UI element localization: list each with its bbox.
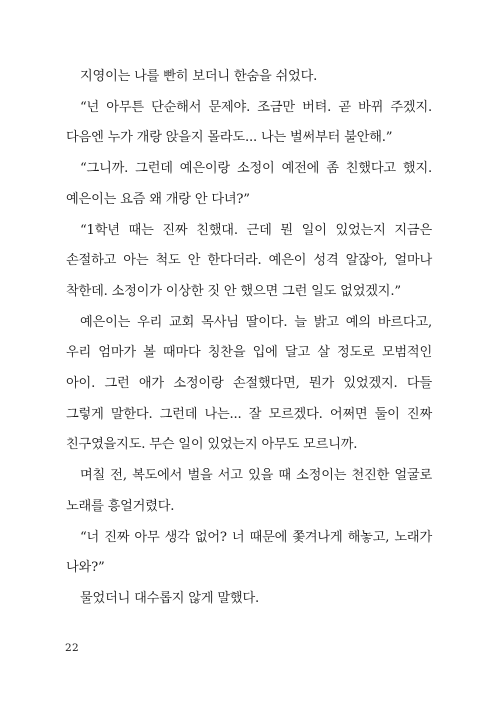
body-text	[66, 62, 432, 615]
dialogue-paragraph: “넌 아무튼 단순해서 문제야. 조금만 버텨. 곧 바뀌 주겠지. 다음엔 누가 개랑 앉을지 몰라도... 나는 벌써부터 불안해.”	[66, 99, 432, 146]
page-number: 22	[65, 642, 79, 654]
dialogue-paragraph: “1학년 때는 진짜 친했대. 근데 뭔 일이 있었는지 지금은 손절하고 아는 척도 안 한다더라. 예은이 성격 알잖아, 얼마나 착한데. 소정이가 이상한 짓 안 했으면 그런 일도 없었겠지.”	[66, 222, 432, 299]
paragraph: 지영이는 나를 빤히 보더니 한숨을 쉬었다.	[80, 69, 318, 84]
paragraph: 예은이는 우리 교회 목사님 딸이다. 늘 밝고 예의 바르다고, 우리 엄마가 볼 때마다 칭찬을 입에 달고 살 정도로 모범적인 아이. 그런 애가 소정이랑 손절했다면, 뭔가 있었겠지. 다들 그렇게 말한다. 그런데 나는... 잘 모르겠다. 어쩌면 둘이 진짜 친구였을지도. 무슨 일이 있었는지 아무도 모르니까.	[66, 314, 432, 453]
dialogue-paragraph: “그니까. 그런데 예은이랑 소정이 예전에 좀 친했다고 했지. 예은이는 요즘 왜 개랑 안 다녀?”	[66, 161, 432, 207]
paragraph: 물었더니 대수롭지 않게 말했다.	[80, 590, 259, 606]
paragraph: 며칠 전, 복도에서 벌을 서고 있을 때 소정이는 천진한 얼굴로 노래를 흥얼거렸다.	[66, 468, 432, 514]
dialogue-paragraph: “너 진짜 아무 생각 없어? 너 때문에 쫓겨나게 해놓고, 노래가 나와?”	[66, 529, 432, 576]
